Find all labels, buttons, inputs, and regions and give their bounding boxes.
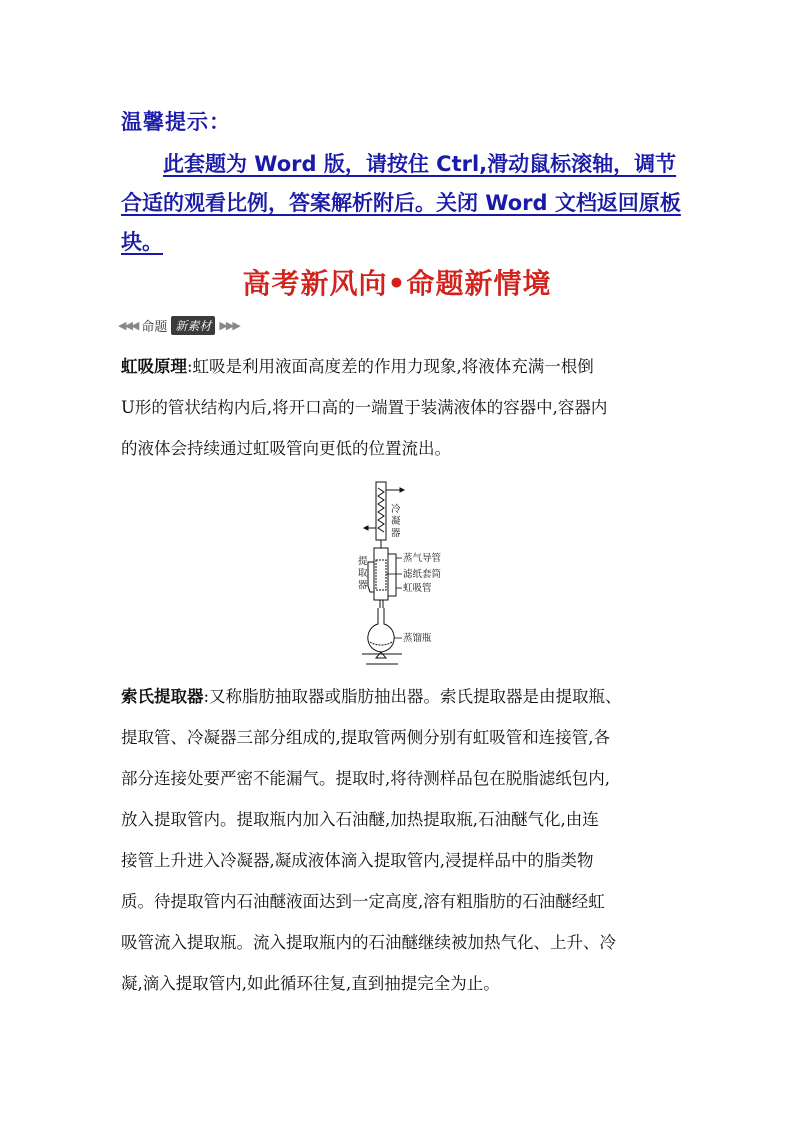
paragraph-line: 虹吸原理:虹吸是利用液面高度差的作用力现象,将液体充满一根倒	[121, 357, 594, 376]
flask-shape	[362, 608, 402, 664]
term-siphon: 虹吸原理	[121, 357, 187, 376]
paragraph-line: 的液体会持续通过虹吸管向更低的位置流出。	[121, 439, 451, 458]
paragraph-line: 部分连接处要严密不能漏气。提取时,将待测样品包在脱脂滤纸包内,	[121, 769, 610, 788]
soxhlet-apparatus-diagram	[340, 478, 470, 668]
paragraph-line: 吸管流入提取瓶。流入提取瓶内的石油醚继续被加热气化、上升、冷	[121, 933, 616, 952]
label-condenser-1: 冷	[391, 504, 401, 515]
label-condenser-3: 器	[391, 528, 401, 539]
soxhlet-paragraph	[121, 676, 677, 1004]
apparatus-svg	[340, 478, 470, 668]
label-vapor-tube: 蒸气导管	[403, 553, 442, 564]
tip-line: 合适的观看比例，答案解析附后。关闭 Word 文档返回原板	[121, 191, 681, 215]
double-arrow-icon: ▶▶▶	[219, 318, 239, 332]
label-siphon-tube: 虹吸管	[403, 583, 432, 594]
section-badge	[118, 314, 239, 336]
label-extractor-1: 提	[358, 556, 368, 567]
tip-title: 温馨提示：	[121, 110, 231, 134]
tip-line: 此套题为 Word 版，请按住 Ctrl,滑动鼠标滚轴，调节	[163, 152, 677, 176]
paragraph-line: U形的管状结构内后,将开口高的一端置于装满液体的容器中,容器内	[121, 398, 608, 417]
label-filter-thimble: 滤纸套筒	[403, 569, 442, 580]
label-condenser-2: 凝	[391, 516, 401, 527]
paragraph-line: 接管上升进入冷凝器,凝成液体滴入提取管内,浸提样品中的脂类物	[121, 851, 594, 870]
page-title: 高考新风向•命题新情境	[242, 267, 552, 300]
tip-line: 块。	[121, 230, 163, 254]
paragraph-line: 放入提取管内。提取瓶内加入石油醚,加热提取瓶,石油醚气化,由连	[121, 810, 599, 829]
double-arrow-icon: ◀◀◀	[118, 318, 138, 332]
paragraph-line: 提取管、冷凝器三部分组成的,提取管两侧分别有虹吸管和连接管,各	[121, 728, 610, 747]
term-soxhlet: 索氏提取器	[121, 687, 204, 706]
paragraph-line: 凝,滴入提取管内,如此循环往复,直到抽提完全为止。	[121, 974, 500, 993]
tip-body	[121, 145, 681, 262]
extractor-shape	[368, 548, 396, 608]
badge-label: 命题	[141, 319, 168, 335]
label-flask: 蒸馏瓶	[403, 633, 432, 644]
label-extractor-2: 取	[358, 568, 368, 579]
siphon-paragraph	[121, 346, 677, 469]
label-extractor-3: 器	[358, 580, 368, 591]
badge-tag: 新素材	[171, 316, 215, 335]
paragraph-line: 质。待提取管内石油醚液面达到一定高度,溶有粗脂肪的石油醚经虹	[121, 892, 605, 911]
paragraph-line: 索氏提取器:又称脂肪抽取器或脂肪抽出器。索氏提取器是由提取瓶、	[121, 687, 622, 706]
